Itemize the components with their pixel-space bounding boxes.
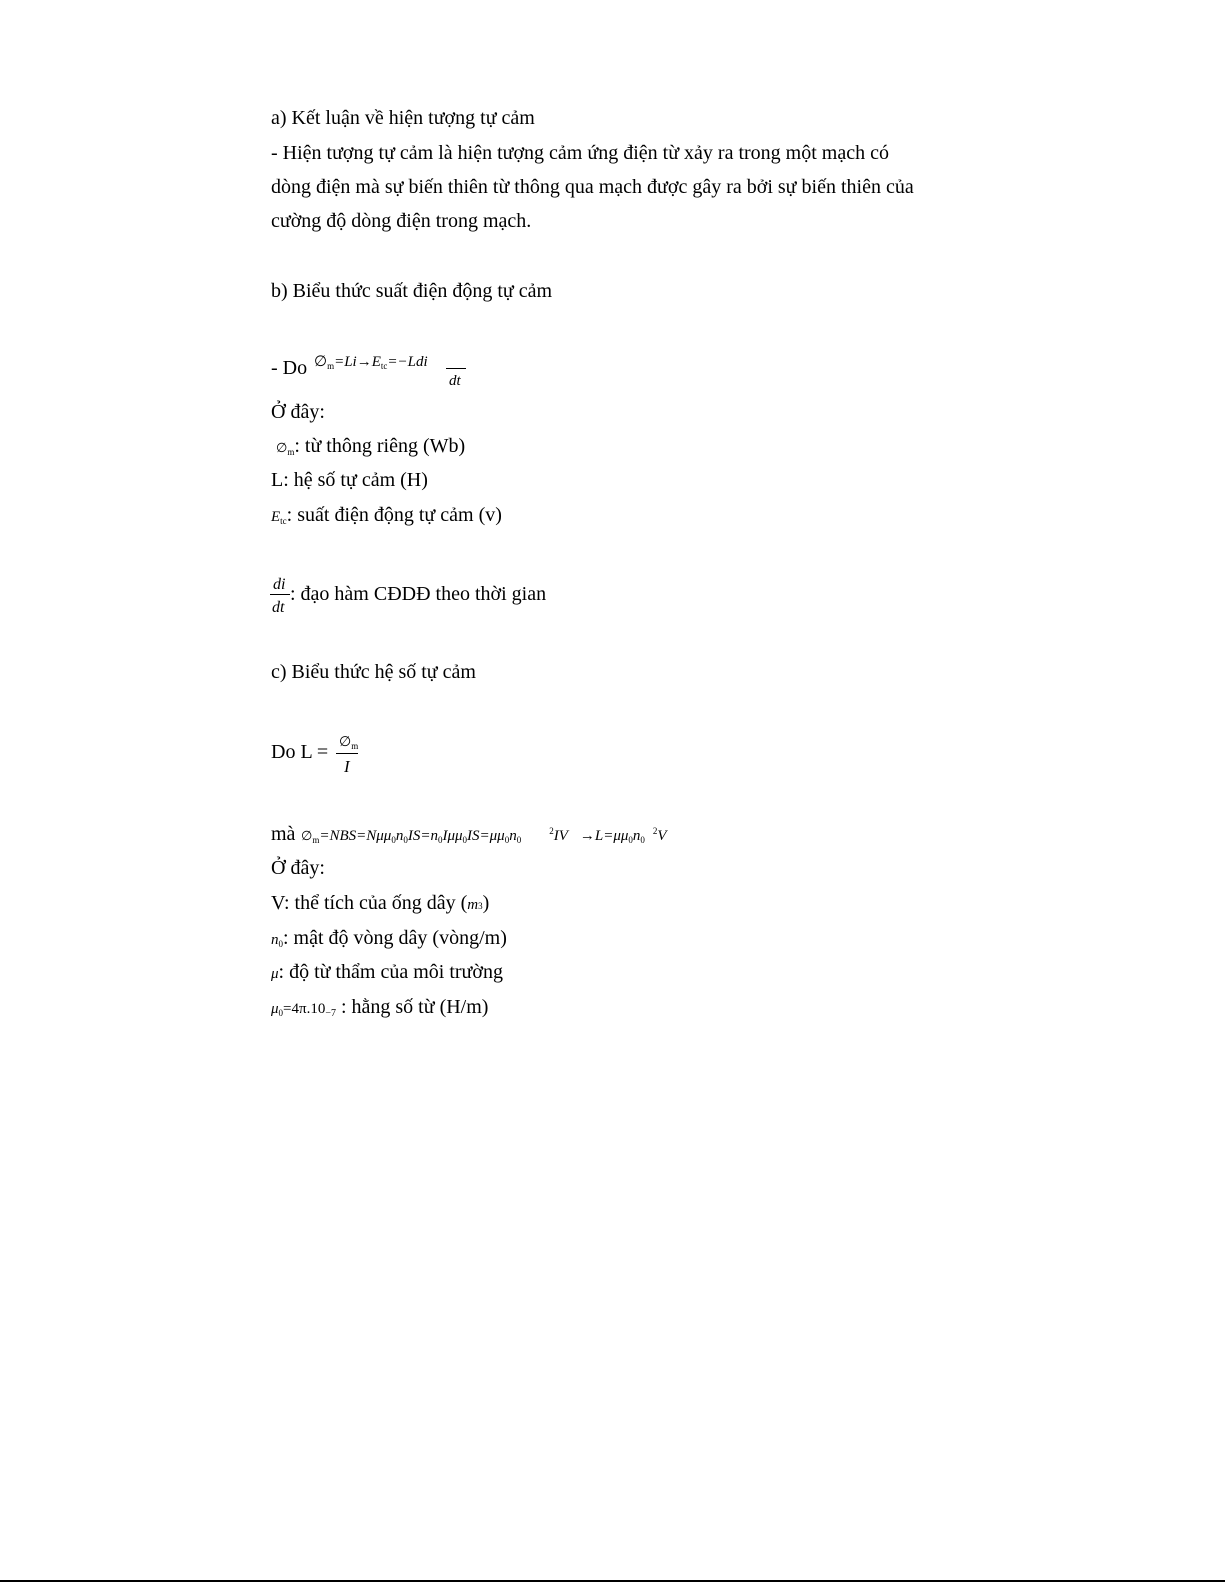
mu-definition: μ: độ từ thẩm của môi trường xyxy=(271,961,503,983)
ma-label: mà xyxy=(271,823,296,845)
L-definition: L: hệ số tự cảm (H) xyxy=(271,469,428,491)
L-fraction-bar xyxy=(336,753,358,754)
where-label-c: Ở đây: xyxy=(271,857,325,879)
L-fraction-denominator: I xyxy=(344,757,350,776)
section-a-line-1: - Hiện tượng tự cảm là hiện tượng cảm ứng điện từ xảy ra trong một mạch có xyxy=(271,142,889,164)
fraction-denominator: dt xyxy=(449,373,461,389)
do-L-label: Do L = xyxy=(271,741,329,763)
section-c-heading: c) Biểu thức hệ số tự cảm xyxy=(271,661,476,683)
section-a-line-3: cường độ dòng điện trong mạch. xyxy=(271,210,532,232)
where-label-b: Ở đây: xyxy=(271,401,325,423)
E-definition: Etc: suất điện động tự cảm (v) xyxy=(271,504,502,526)
V-definition: V: thể tích của ống dây (m3) xyxy=(271,892,490,914)
didt-numerator: di xyxy=(273,576,286,593)
section-a-heading: a) Kết luận về hiện tượng tự cảm xyxy=(271,107,535,129)
mu0-definition: μ0=4π.10−7 : hằng số từ (H/m) xyxy=(271,996,489,1019)
didt-denominator: dt xyxy=(272,599,285,616)
inductance-derivation-formula: $\emptyset m=NBS=N\mu\mu 0n0IS=n0I\mu\mu 0IS=\mu\mu 0n0^2IV \to L=\mu\mu 0n0^2V$ xyxy=(301,826,667,845)
self-induction-formula: ∅m=Li→Etc=−Ldi xyxy=(314,354,428,371)
didt-definition: : đạo hàm CĐDĐ theo thời gian xyxy=(290,583,547,605)
do-label: - Do xyxy=(271,357,308,379)
didt-fraction-bar xyxy=(270,594,290,595)
section-b-heading: b) Biểu thức suất điện động tự cảm xyxy=(271,280,553,302)
phi-definition: ∅m: từ thông riêng (Wb) xyxy=(276,435,466,457)
section-a-line-2: dòng điện mà sự biến thiên từ thông qua mạch được gây ra bởi sự biến thiên của xyxy=(271,176,914,198)
n0-definition: n0: mật độ vòng dây (vòng/m) xyxy=(271,927,507,949)
L-fraction-numerator: ∅m xyxy=(339,735,359,751)
page-bottom-rule xyxy=(0,1580,1225,1582)
